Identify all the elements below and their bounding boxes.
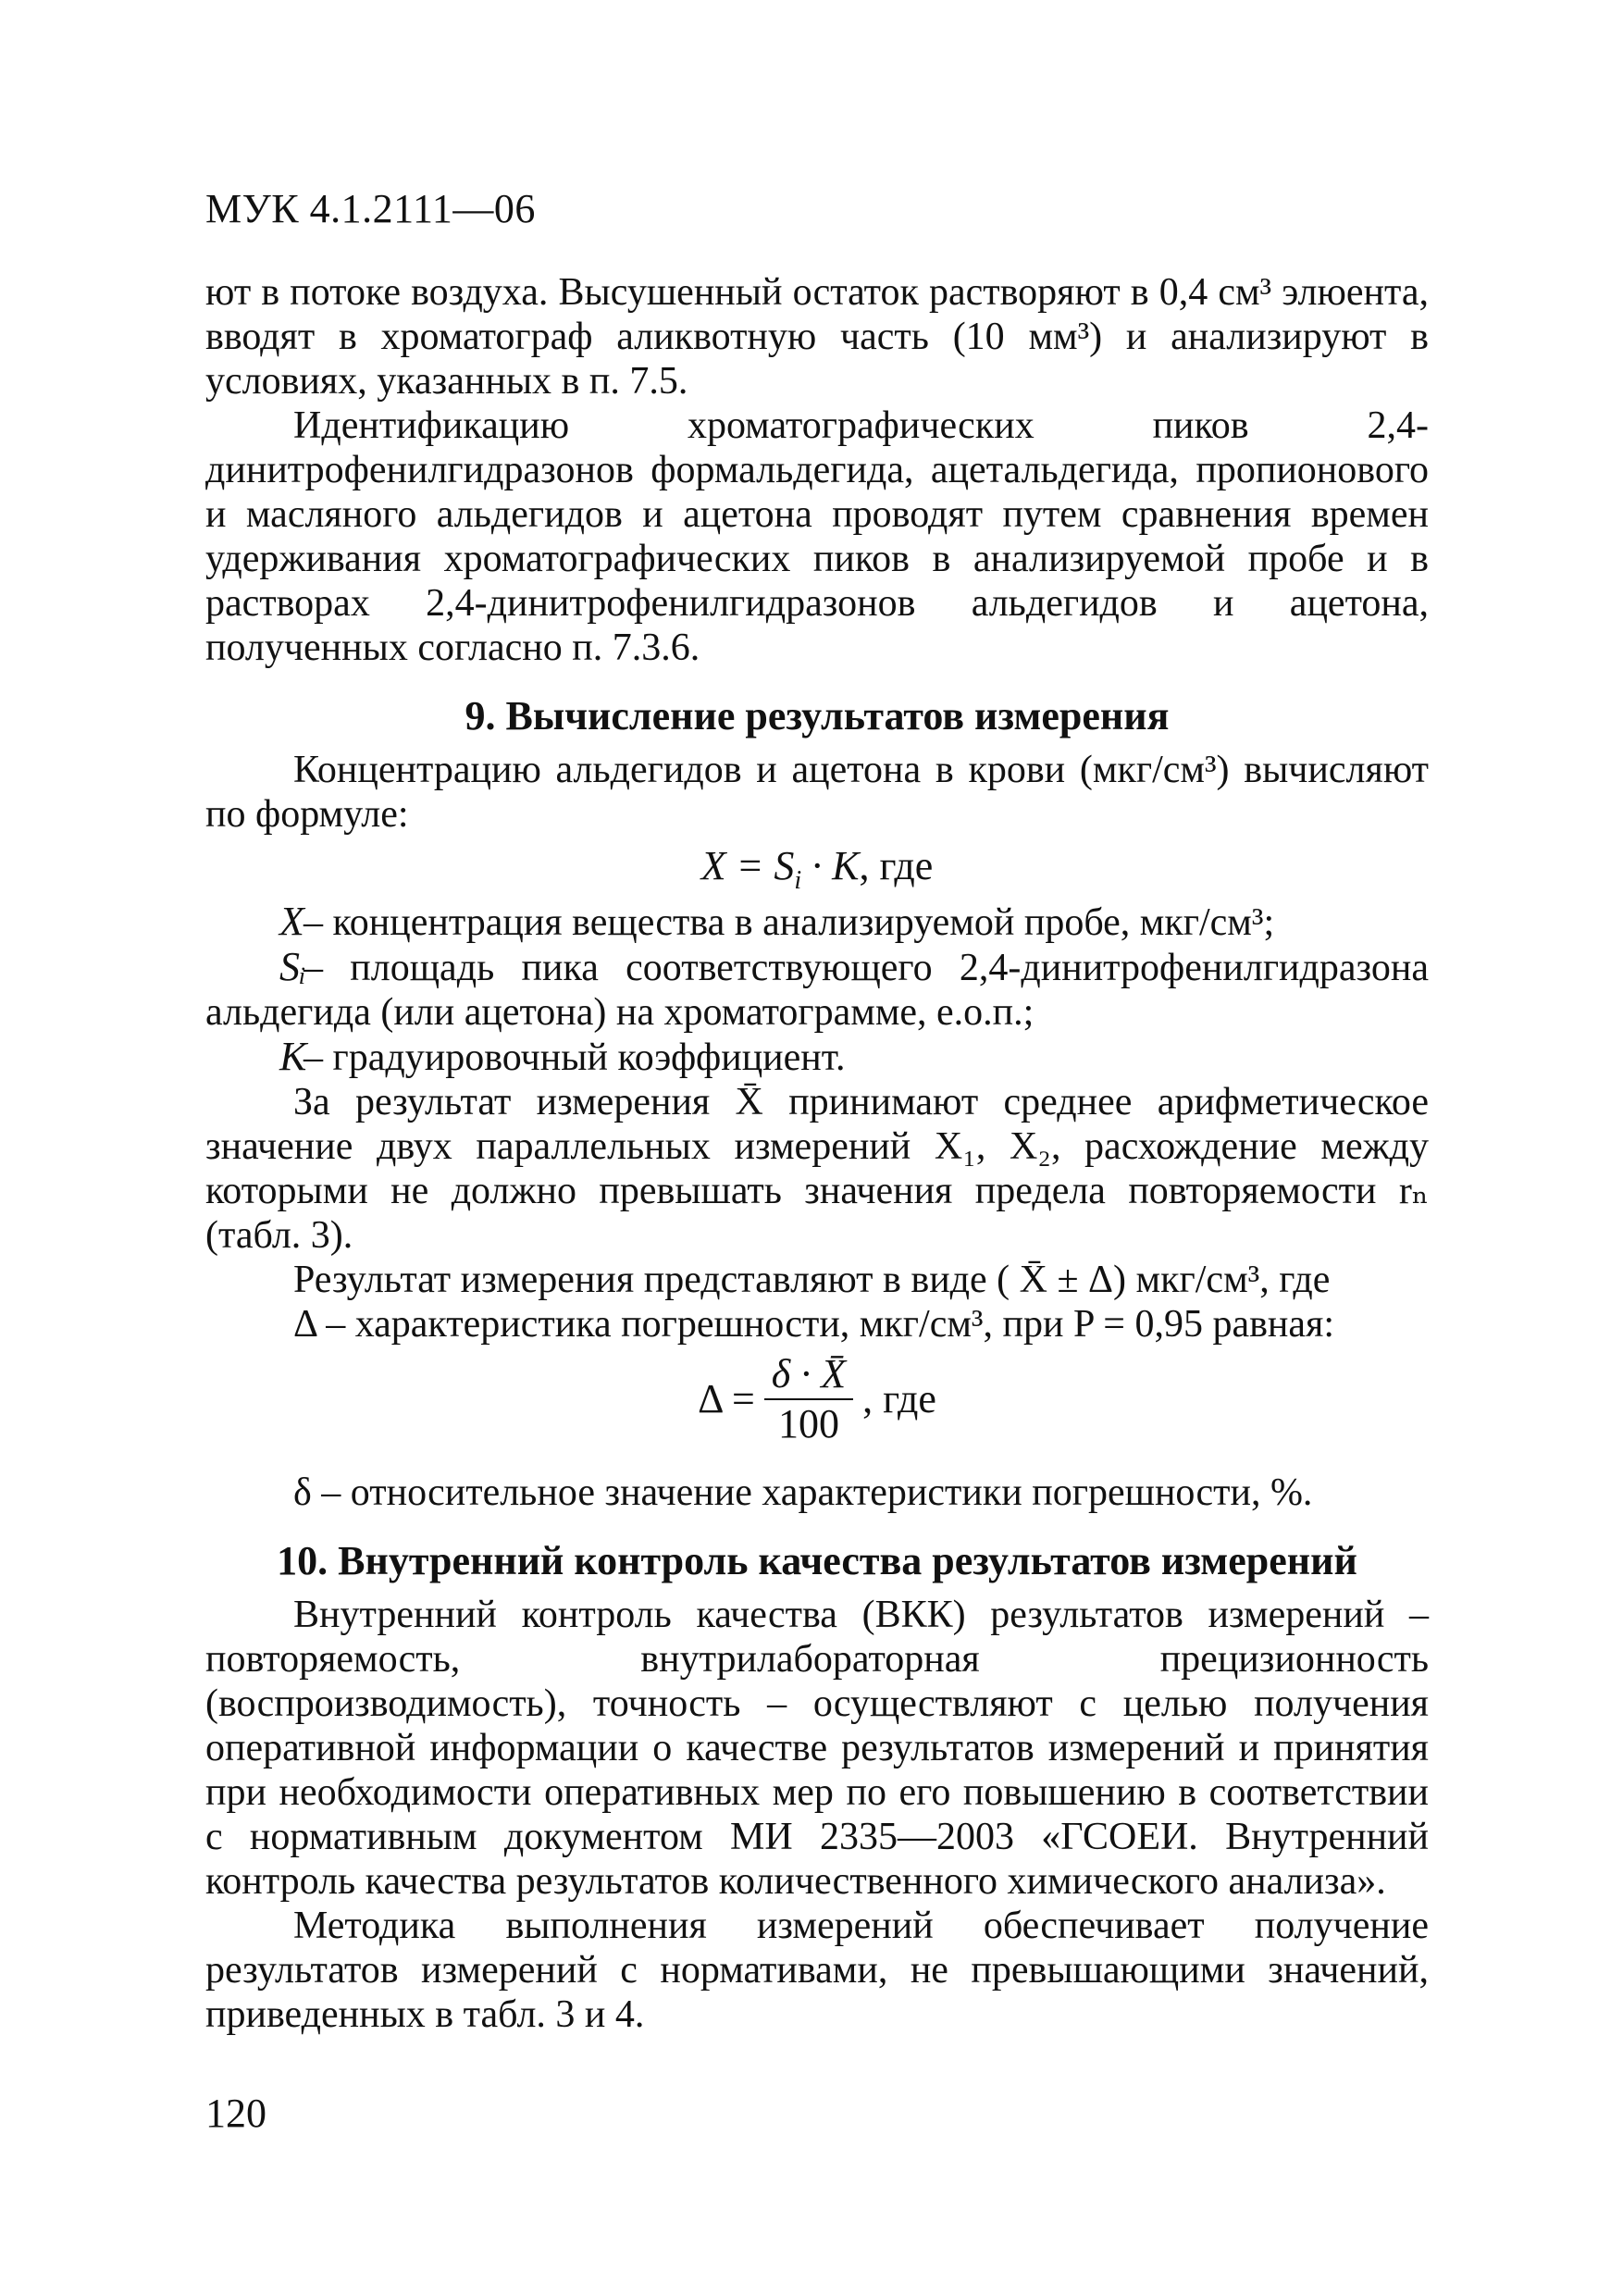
page-body: [205, 270, 1429, 2037]
document-code-header: МУК 4.1.2111—06: [205, 186, 536, 231]
delta-denominator: 100: [777, 1401, 839, 1446]
delta-formula-lhs: Δ =: [698, 1376, 755, 1421]
concentration-formula: [205, 840, 1429, 895]
page-number: 120: [205, 2091, 266, 2136]
formula-lhs: X = S: [700, 843, 795, 888]
section-9-paragraph-2: За результат измерения X̄ принимают среднее арифметическое значение двух параллельных измерений X₁, X₂, расхождение между которыми не должно превышать значения предела повторяемости rₙ (табл. 3).: [205, 1081, 1429, 1257]
section-10-title: 10. Внутренний контроль качества результатов измерений: [277, 1538, 1357, 1583]
delta-fraction: [764, 1352, 853, 1446]
section-10-paragraph-1: Внутренний контроль качества (ВКК) результатов измерений – повторяемость, внутрилабораторная прецизионность (воспроизводимость), точность – осуществляют с целью получения оперативной информации о качестве результатов измерений и принятия при необходимости оперативных мер по его повышению в соответствии с нормативным документом МИ 2335—2003 «ГСОЕИ. Внутренний контроль качества результатов количественного химического анализа».: [205, 1594, 1429, 1903]
definition-s-var: Sᵢ: [279, 944, 306, 989]
formula-suffix: , где: [859, 843, 934, 888]
section-9-paragraph-4: Δ – характеристика погрешности, мкг/см³, при P = 0,95 равная:: [293, 1303, 1335, 1346]
section-9-paragraph-3: Результат измерения представляют в виде ( X̄ ± Δ) мкг/см³, где: [293, 1259, 1331, 1301]
intro-paragraph-2: Идентификацию хроматографических пиков 2,4-динитрофенилгидразонов формальдегида, ацетальдегида, пропионового и масляного альдегидов и ацетона проводят путем сравнения времен удерживания хроматографических пиков в анализируемой пробе и в растворах 2,4-динитрофенилгидразонов альдегидов и ацетона, полученных согласно п. 7.3.6.: [205, 404, 1429, 669]
definition-k-text: – градуировочный коэффициент.: [304, 1036, 846, 1079]
definition-s-text: – площадь пика соответствующего 2,4-динитрофенилгидразона альдегида (или ацетона) на хроматограмме, е.о.п.;: [205, 947, 1429, 1034]
formula-rhs: · K: [801, 843, 860, 888]
delta-numerator: δ · X̄: [764, 1352, 853, 1400]
definition-x-var: X: [279, 899, 304, 944]
formula-subscript: i: [794, 865, 802, 895]
delta-formula-suffix: , где: [862, 1376, 936, 1421]
section-9-paragraph-1: Концентрацию альдегидов и ацетона в крови (мкг/см³) вычисляют по формуле:: [205, 749, 1429, 836]
intro-paragraph-1: ют в потоке воздуха. Высушенный остаток растворяют в 0,4 см³ элюента, вводят в хроматограф аликвотную часть (10 мм³) и анализируют в условиях, указанных в п. 7.5.: [205, 271, 1429, 403]
delta-formula: [205, 1352, 1429, 1461]
definition-s: [205, 945, 1429, 1035]
definition-k: [205, 1035, 1429, 1080]
section-9-title: 9. Вычисление результатов измерения: [465, 693, 1170, 738]
definition-x-text: – концентрация вещества в анализируемой пробе, мкг/см³;: [304, 901, 1275, 944]
definition-k-var: K: [279, 1034, 307, 1079]
section-10-paragraph-2: Методика выполнения измерений обеспечивает получение результатов измерений с нормативами, не превышающими значений, приведенных в табл. 3 и 4.: [205, 1905, 1429, 2036]
definition-x: [205, 900, 1429, 945]
section-9-paragraph-5: δ – относительное значение характеристики погрешности, %.: [293, 1471, 1313, 1514]
